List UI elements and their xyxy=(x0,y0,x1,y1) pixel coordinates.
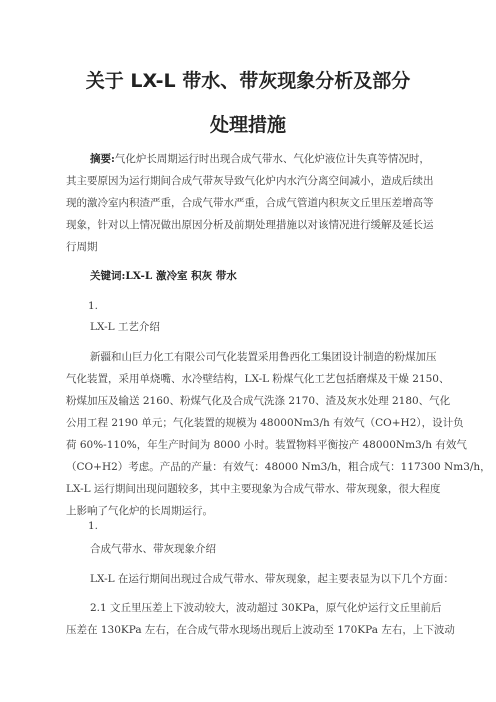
section-1-line: 粉煤加压及输送 2160、粉煤气化及合成气洗涤 2170、渣及灰水处理 2180、气化 xyxy=(66,395,451,407)
keywords-text: LX-L 激冷室 积灰 带水 xyxy=(125,270,237,282)
section-2-heading: 合成气带水、带灰现象介绍 xyxy=(90,543,216,555)
abstract-line: 其主要原因为运行期间合成气带灰导致气化炉内水汽分离空间减小，造成后续出 xyxy=(66,175,434,187)
section-1-line: （CO+H2）考虑。产品的产量：有效气：48000 Nm3/h，粗合成气：117300 Nm3/h， xyxy=(66,461,491,473)
section-1-line: 公用工程 2190 单元；气化装置的规模为 48000Nm3/h 有效气（CO+H2），设计负 xyxy=(66,417,464,429)
section-2-number: 1. xyxy=(88,520,99,532)
section-1-number: 1. xyxy=(88,300,99,312)
abstract-line: 气化炉长周期运行时出现合成气带水、气化炉液位计失真等情况时， xyxy=(114,153,430,165)
section-1-line: 上影响了气化炉的长周期运行。 xyxy=(66,505,213,517)
document-title-line-1: 关于 LX-L 带水、带灰现象分析及部分 xyxy=(85,70,411,92)
abstract-line: 行周期 xyxy=(66,241,98,253)
section-1-line: LX-L 运行期间出现问题较多，其中主要现象为合成气带水、带灰现象，很大程度 xyxy=(66,483,441,495)
section-2-line: 2.1 文丘里压差上下波动较大，波动超过 30KPa，原气化炉运行文丘里前后 xyxy=(90,602,442,614)
abstract-label: 摘要: xyxy=(90,153,115,165)
section-1-line: 荷 60%-110%，年生产时间为 8000 小时。装置物料平衡按产 48000Nm3/h 有效气 xyxy=(66,439,467,451)
section-1-line: 气化装置，采用单烧嘴、水冷壁结构，LX-L 粉煤气化工艺包括磨煤及干燥 2150、 xyxy=(66,373,450,385)
section-2-line: 压差在 130KPa 左右，在合成气带水现场出现后上波动至 170KPa 左右，上下波动 xyxy=(66,624,455,636)
abstract-first-line xyxy=(90,153,430,166)
section-2-intro: LX-L 在运行期间出现过合成气带水、带灰现象，起主要表显为以下几个方面： xyxy=(90,573,454,585)
keywords-label: 关键词: xyxy=(90,270,126,282)
section-1-line: 新疆和山巨力化工有限公司气化装置采用鲁西化工集团设计制造的粉煤加压 xyxy=(90,351,437,363)
abstract-line: 现的激冷室内积渣严重，合成气带水严重，合成气管道内积灰文丘里压差增高等 xyxy=(66,197,434,209)
abstract-line: 现象，针对以上情况做出原因分析及前期处理措施以对该情况进行缓解及延长运 xyxy=(66,219,434,231)
keywords xyxy=(90,270,237,283)
document-title-line-2: 处理措施 xyxy=(209,114,286,136)
section-1-heading: LX-L 工艺介绍 xyxy=(90,321,160,333)
